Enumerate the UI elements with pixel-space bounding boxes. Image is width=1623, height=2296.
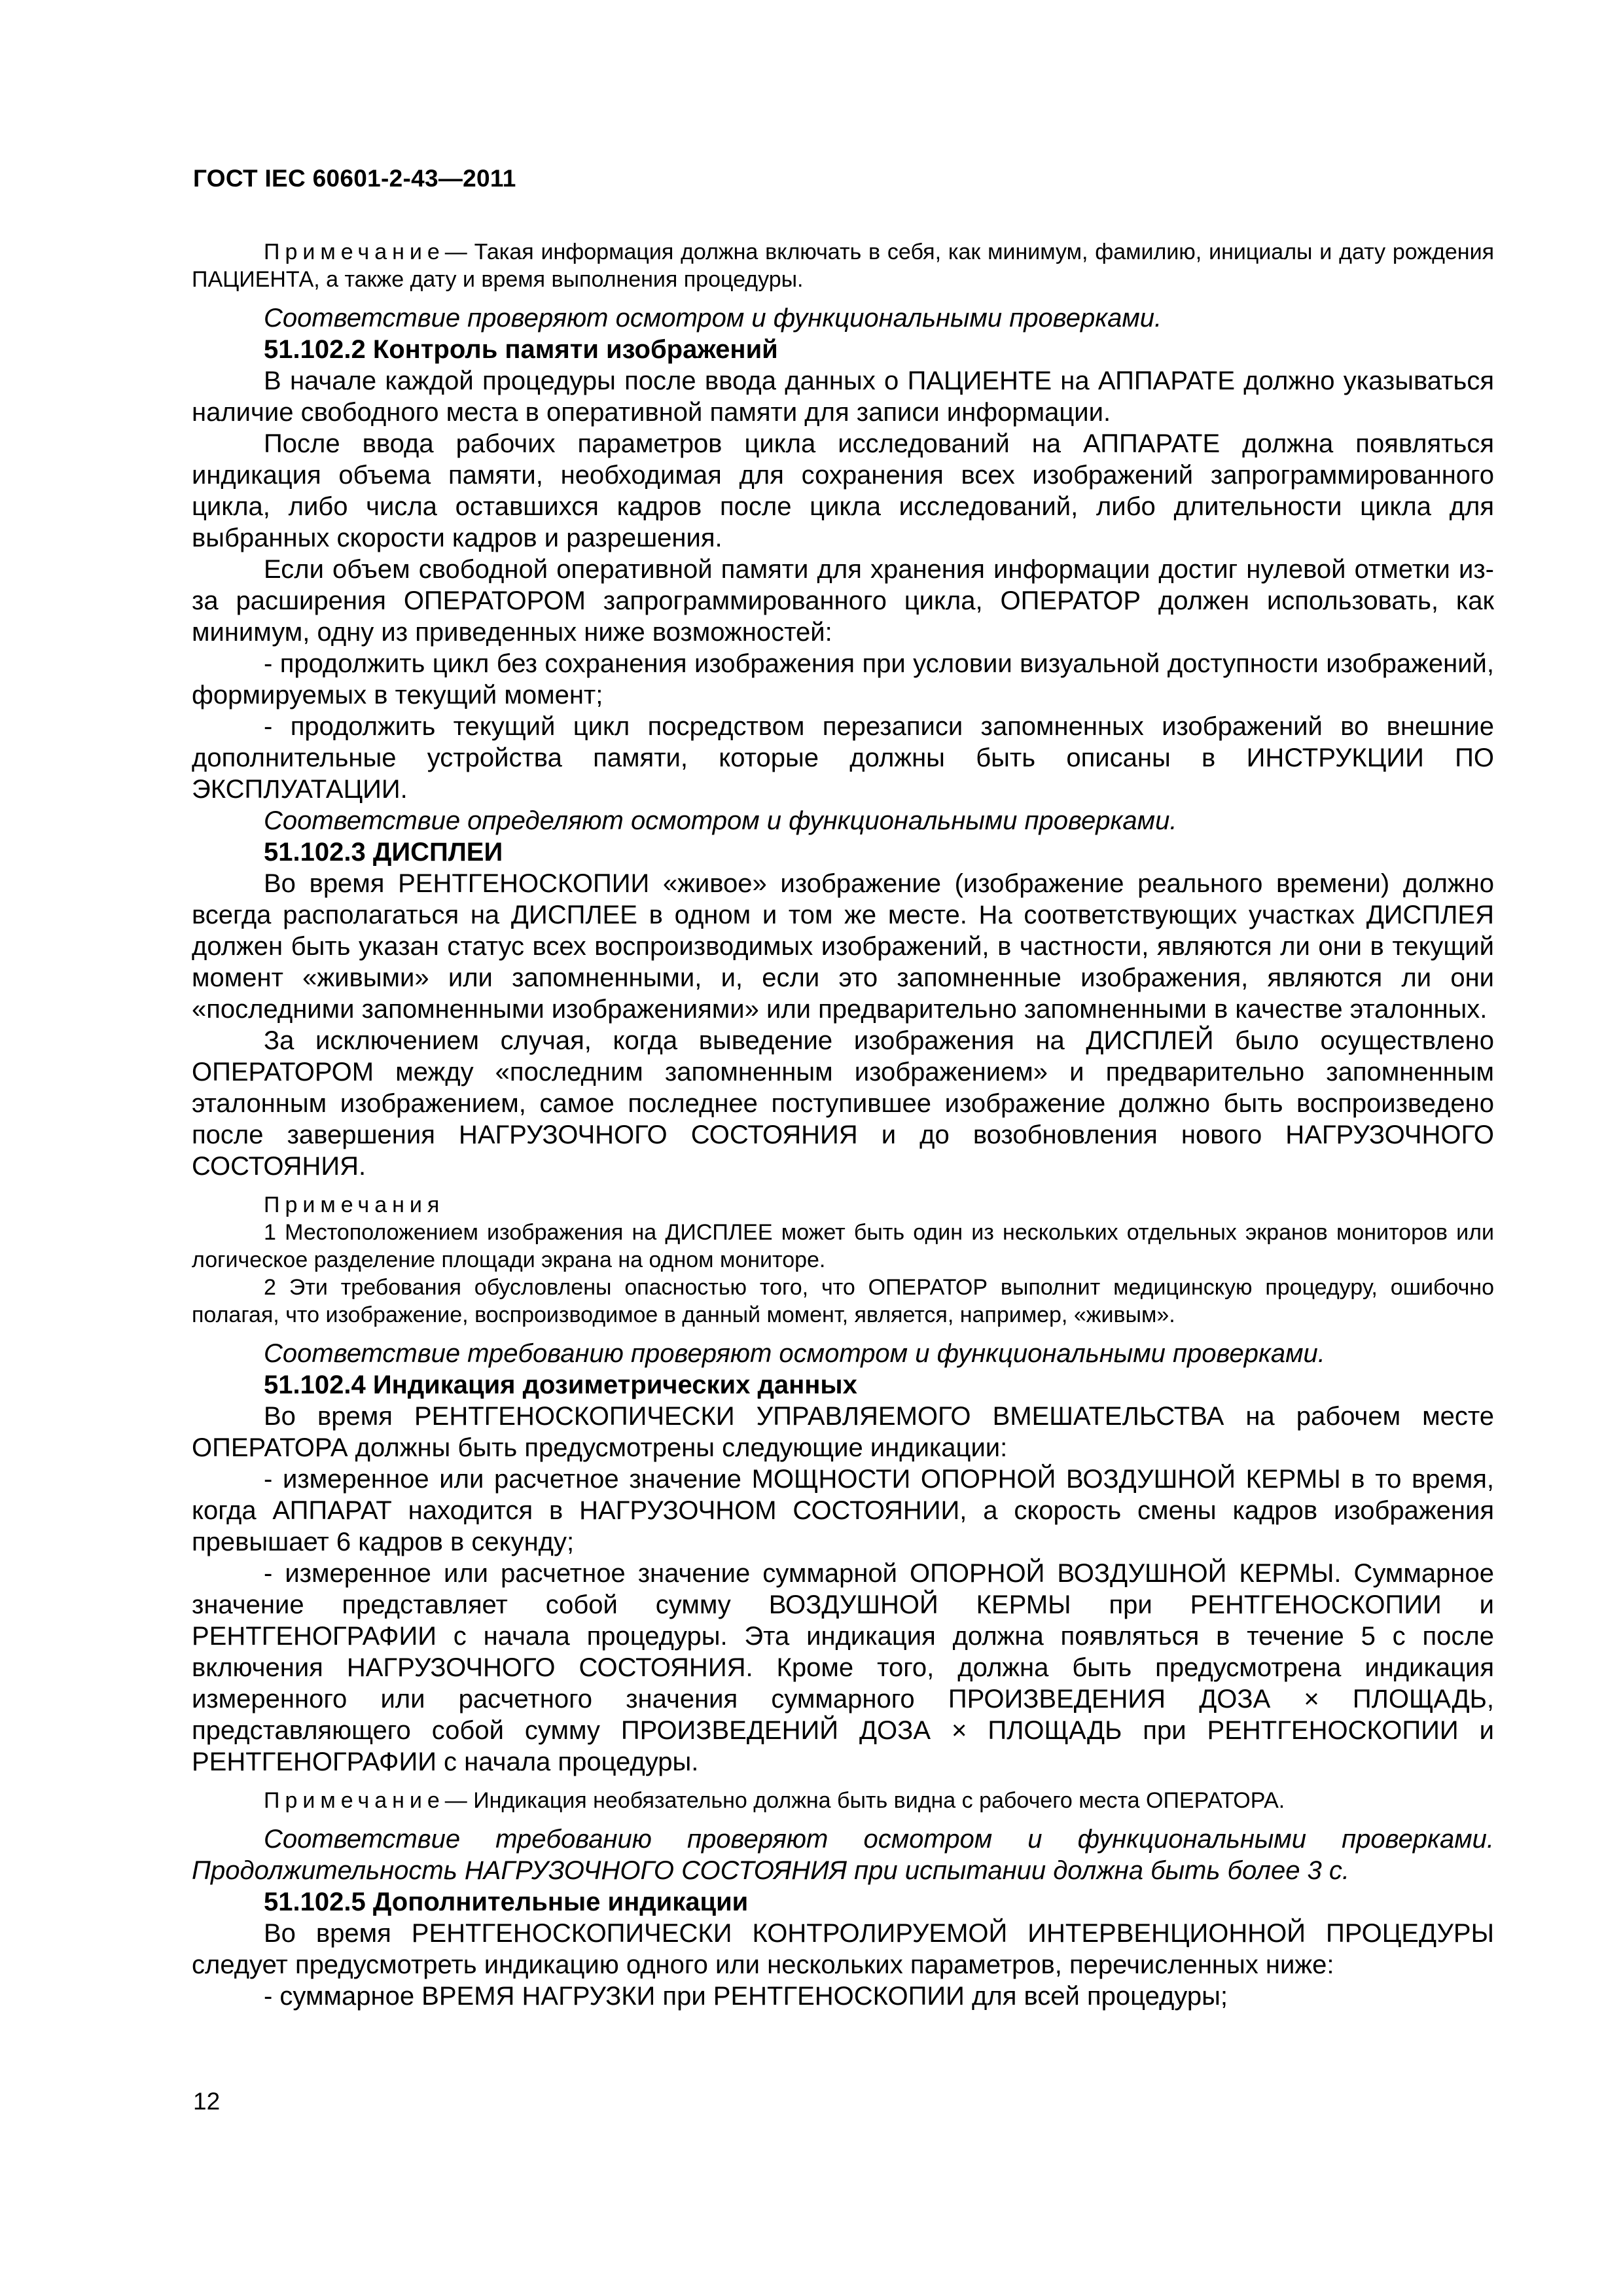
section-heading: 51.102.4 Индикация дозиметрических данных	[264, 1371, 857, 1399]
note-text: — Такая информация должна включать в себя, как минимум, фамилию, инициалы и дату рождения ПАЦИЕНТА, а также дату и время выполнения процедуры.	[192, 240, 1494, 292]
paragraph: - измеренное или расчетное значение МОЩНОСТИ ОПОРНОЙ ВОЗДУШНОЙ КЕРМЫ в то время, когда АППАРАТ находится в НАГРУЗОЧНОМ СОСТОЯНИИ, а скорость смены кадров изображения превышает 6 кадров в секунду;	[192, 1465, 1494, 1556]
section-heading: 51.102.5 Дополнительные индикации	[264, 1888, 749, 1916]
notes-heading: Примечания	[264, 1193, 445, 1217]
note-text: — Индикация необязательно должна быть видна с рабочего места ОПЕРАТОРА.	[444, 1788, 1285, 1813]
paragraph: В начале каждой процедуры после ввода данных о ПАЦИЕНТЕ на АППАРАТЕ должно указываться наличие свободного места в оперативной памяти для записи информации.	[192, 367, 1494, 427]
section-heading: 51.102.2 Контроль памяти изображений	[264, 335, 778, 364]
note-label: Примечание	[264, 240, 445, 264]
paragraph: - измеренное или расчетное значение суммарной ОПОРНОЙ ВОЗДУШНОЙ КЕРМЫ. Суммарное значение представляет собой сумму ВОЗДУШНОЙ КЕРМЫ при РЕНТГЕНОСКОПИИ и РЕНТГЕНОГРАФИИ с начала процедуры. Эта индикация должна появляться в течение 5 с после включения НАГРУЗОЧНОГО СОСТОЯНИЯ. Кроме того, должна быть предусмотрена индикация измеренного или расчетного значения суммарного ПРОИЗВЕДЕНИЯ ДОЗА × ПЛОЩАДЬ, представляющего собой сумму ПРОИЗВЕДЕНИЙ ДОЗА × ПЛОЩАДЬ при РЕНТГЕНОСКОПИИ и РЕНТГЕНОГРАФИИ с начала процедуры.	[192, 1559, 1494, 1776]
note	[192, 1787, 1494, 1814]
paragraph: За исключением случая, когда выведение изображения на ДИСПЛЕЙ было осуществлено ОПЕРАТОРОМ между «последним запомненным изображением» и предварительно запомненным эталонным изображением, самое последнее поступившее изображение должно быть воспроизведено после завершения НАГРУЗОЧНОГО СОСТОЯНИЯ и до возобновления нового НАГРУЗОЧНОГО СОСТОЯНИЯ.	[192, 1026, 1494, 1181]
paragraph: - продолжить цикл без сохранения изображения при условии визуальной доступности изображений, формируемых в текущий момент;	[192, 649, 1494, 709]
paragraph: Во время РЕНТГЕНОСКОПИЧЕСКИ УПРАВЛЯЕМОГО ВМЕШАТЕЛЬСТВА на рабочем месте ОПЕРАТОРА должны быть предусмотрены следующие индикации:	[192, 1402, 1494, 1462]
page-number: 12	[193, 2088, 221, 2115]
compliance-statement: Соответствие требованию проверяют осмотром и функциональными проверками. Продолжительность НАГРУЗОЧНОГО СОСТОЯНИЯ при испытании должна быть более 3 с.	[192, 1825, 1494, 1885]
note-label: Примечание	[264, 1788, 445, 1813]
paragraph: Если объем свободной оперативной памяти для хранения информации достиг нулевой отметки из-за расширения ОПЕРАТОРОМ запрограммированного цикла, ОПЕРАТОР должен использовать, как минимум, одну из приведенных ниже возможностей:	[192, 555, 1494, 647]
paragraph: После ввода рабочих параметров цикла исследований на АППАРАТЕ должна появляться индикация объема памяти, необходимая для сохранения всех изображений запрограммированного цикла, либо числа оставшихся кадров после цикла исследований, либо длительности цикла для выбранных скорости кадров и разрешения.	[192, 429, 1494, 552]
note-item: 1 Местоположением изображения на ДИСПЛЕЕ может быть один из нескольких отдельных экранов мониторов или логическое разделение площади экрана на одном мониторе.	[192, 1220, 1494, 1272]
compliance-statement: Соответствие требованию проверяют осмотром и функциональными проверками.	[264, 1339, 1325, 1368]
compliance-statement: Соответствие проверяют осмотром и функциональными проверками.	[264, 304, 1162, 332]
note-item: 2 Эти требования обусловлены опасностью того, что ОПЕРАТОР выполнит медицинскую процедуру, ошибочно полагая, что изображение, воспроизводимое в данный момент, является, например, «живым».	[192, 1275, 1494, 1327]
paragraph: - суммарное ВРЕМЯ НАГРУЗКИ при РЕНТГЕНОСКОПИИ для всей процедуры;	[264, 1982, 1228, 2011]
section-heading: 51.102.3 ДИСПЛЕИ	[264, 838, 503, 867]
paragraph: Во время РЕНТГЕНОСКОПИИ «живое» изображение (изображение реального времени) должно всегда располагаться на ДИСПЛЕЕ в одном и том же месте. На соответствующих участках ДИСПЛЕЯ должен быть указан статус всех воспроизводимых изображений, в частности, являются ли они в текущий момент «живыми» или запомненными, и, если это запомненные изображения, являются ли они «последними запомненными изображениями» или предварительно запомненными в качестве эталонных.	[192, 869, 1494, 1024]
document-body	[192, 229, 1494, 2012]
paragraph: - продолжить текущий цикл посредством перезаписи запомненных изображений во внешние дополнительные устройства памяти, которые должны быть описаны в ИНСТРУКЦИИ ПО ЭКСПЛУАТАЦИИ.	[192, 712, 1494, 804]
paragraph: Во время РЕНТГЕНОСКОПИЧЕСКИ КОНТРОЛИРУЕМОЙ ИНТЕРВЕНЦИОННОЙ ПРОЦЕДУРЫ следует предусмотреть индикацию одного или нескольких параметров, перечисленных ниже:	[192, 1919, 1494, 1979]
note	[192, 238, 1494, 293]
compliance-statement: Соответствие определяют осмотром и функциональными проверками.	[264, 806, 1177, 835]
document-header: ГОСТ IEC 60601-2-43—2011	[193, 165, 516, 192]
